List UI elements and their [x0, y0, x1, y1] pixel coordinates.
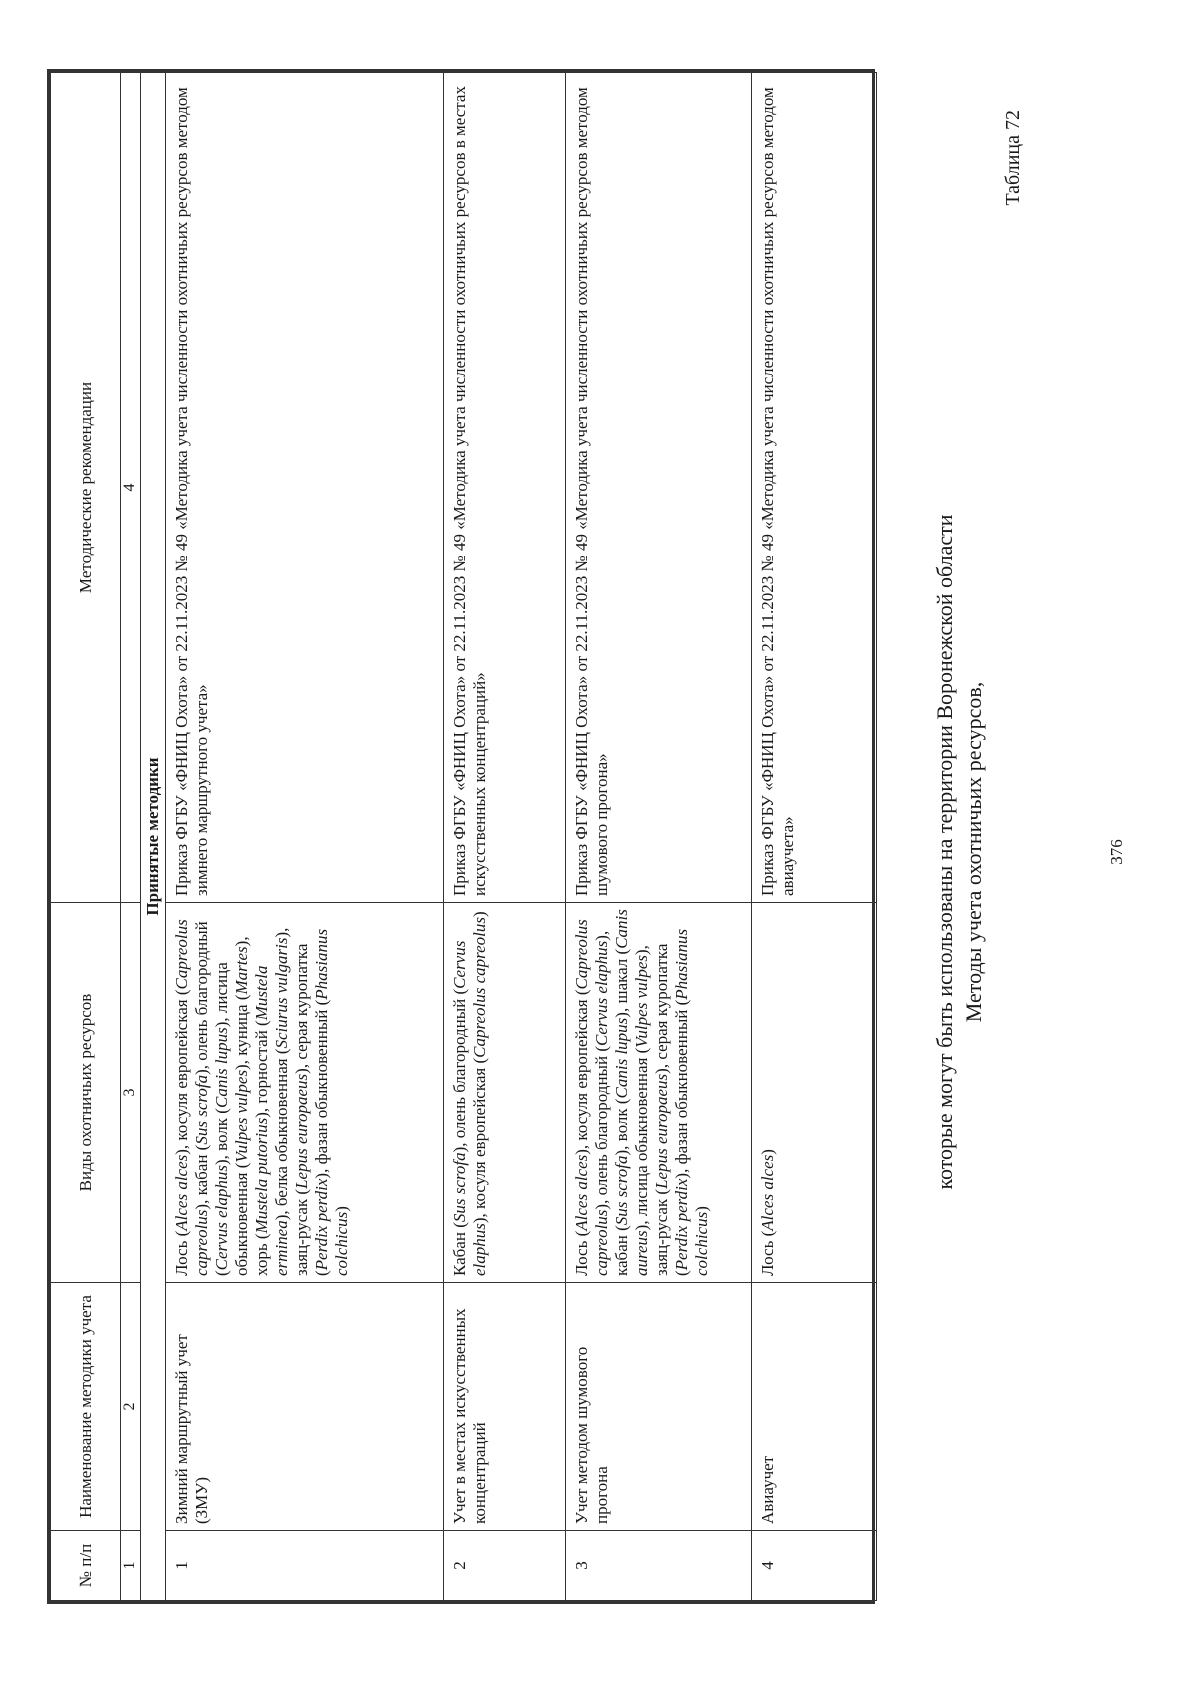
species-text: ), куница (	[232, 994, 251, 1070]
latin-name: Alces alces	[172, 1154, 191, 1231]
method-name: Учет в местах искусственных концентраций	[444, 1283, 566, 1531]
column-number-2: 2	[121, 1283, 141, 1531]
species-text: ), заяц-русак (	[632, 945, 671, 1276]
header-method: Наименование методики учета	[51, 1283, 121, 1531]
latin-name: Phasianus colchicus	[672, 928, 711, 1276]
header-num: № п/п	[51, 1531, 121, 1601]
latin-name: Canis aureus	[612, 909, 651, 1276]
species-text: ), фазан обыкновенный (	[312, 999, 331, 1179]
species-text: ), косуля европейская (	[172, 989, 191, 1155]
species-text: ), лисица обыкновенная (	[212, 962, 251, 1276]
column-number-3: 3	[121, 903, 141, 1283]
species-text: ), хорь (	[232, 936, 271, 1276]
header-row	[51, 73, 121, 1601]
method-recommendation: Приказ ФГБУ «ФНИЦ Охота» от 22.11.2023 № 49 «Методика учета численности охотничьих ресурсов методом шумового прогона»	[566, 73, 752, 903]
species-text: ), серая куропатка (	[652, 943, 691, 1276]
species-text: Лось (	[172, 1230, 191, 1276]
table-label: Таблица 72	[1002, 110, 1024, 206]
latin-name: Mustela putorius	[252, 1117, 271, 1234]
latin-name: Lepus europaeus	[652, 1073, 671, 1189]
latin-name: Mustela erminea	[252, 965, 291, 1276]
species-text: ), фазан обыкновенный (	[672, 999, 691, 1179]
page-number: 376	[1107, 839, 1126, 865]
table-row	[752, 73, 877, 1601]
method-recommendation: Приказ ФГБУ «ФНИЦ Охота» от 22.11.2023 № 49 «Методика учета численности охотничьих ресурсов в местах искусственных концентраций»	[444, 73, 566, 903]
methods-table	[50, 72, 877, 1601]
species-text: Лось (	[572, 1230, 591, 1276]
latin-name: Vulpes vulpes	[232, 1069, 251, 1163]
species-text: ), лисица обыкновенная (	[632, 1047, 651, 1231]
table-body	[166, 73, 877, 1601]
latin-name: Martes	[232, 946, 251, 995]
latin-name: Cervus elaphus	[212, 1165, 231, 1271]
latin-name: Sus scrofa	[192, 1074, 211, 1145]
species-text: ), горностай (	[252, 1020, 271, 1118]
species-text: )	[692, 1206, 711, 1212]
method-name: Авиаучет	[752, 1283, 877, 1531]
method-name: Учет методом шумового прогона	[566, 1283, 752, 1531]
species-text: ), косуля европейская (	[470, 1057, 489, 1224]
latin-name: Perdix perdix	[312, 1178, 331, 1271]
table-title-line-1: Методы учета охотничьих ресурсов,	[961, 681, 986, 1023]
species-list	[752, 903, 877, 1283]
latin-name: Alces alces	[572, 1154, 591, 1231]
species-text: ), олень благородный (	[592, 1046, 611, 1210]
latin-name: Sus scrofa	[450, 1152, 469, 1223]
species-list	[166, 903, 444, 1283]
row-number: 2	[444, 1531, 566, 1601]
latin-name: Sciurus vulgaris	[272, 937, 291, 1049]
column-number-4: 4	[121, 73, 141, 903]
latin-name: Phasianus colchicus	[312, 928, 351, 1276]
section-row	[141, 73, 166, 1601]
species-text: ), кабан (	[592, 930, 631, 1276]
species-text: ), кабан (	[192, 1144, 211, 1210]
latin-name: Alces alces	[758, 1154, 777, 1231]
table-row	[166, 73, 444, 1601]
species-text: ), волк (	[612, 1098, 631, 1156]
method-name: Зимний маршрутный учет (ЗМУ)	[166, 1283, 444, 1531]
species-list	[444, 903, 566, 1283]
section-title: Принятые методики	[141, 73, 166, 1601]
header-recommendations: Методические рекомендации	[51, 73, 121, 903]
table-row	[566, 73, 752, 1601]
column-number-1: 1	[121, 1531, 141, 1601]
species-text: Кабан (	[450, 1222, 469, 1276]
species-text: ), волк (	[212, 1108, 231, 1166]
latin-name: Sus scrofa	[612, 1155, 631, 1226]
species-text: Лось (	[758, 1230, 777, 1276]
latin-name: Canis lupus	[212, 1027, 231, 1109]
species-text: )	[470, 911, 489, 917]
methods-table-frame	[47, 69, 875, 1604]
column-number-row	[121, 73, 141, 1601]
row-number: 3	[566, 1531, 752, 1601]
latin-name: Canis lupus	[612, 1017, 631, 1099]
latin-name: Lepus europaeus	[292, 1073, 311, 1189]
species-text: ), косуля европейская (	[572, 989, 591, 1155]
species-list	[566, 903, 752, 1283]
method-recommendation: Приказ ФГБУ «ФНИЦ Охота» от 22.11.2023 № 49 «Методика учета численности охотничьих ресурсов методом зимнего маршрутного учета»	[166, 73, 444, 903]
species-text: ), белка обыкновенная (	[272, 1048, 291, 1221]
latin-name: Vulpes vulpes	[632, 955, 651, 1048]
species-text: )	[758, 1149, 777, 1155]
latin-name: Perdix perdix	[672, 1178, 691, 1271]
latin-name: Cervus elaphus	[450, 940, 489, 1276]
header-species: Виды охотничьих ресурсов	[51, 903, 121, 1283]
table-row	[444, 73, 566, 1601]
species-text: ), олень благородный (	[450, 988, 469, 1153]
species-text: ), серая куропатка (	[292, 943, 331, 1276]
latin-name: Capreolus capreolus	[172, 919, 211, 1276]
row-number: 1	[166, 1531, 444, 1601]
species-text: ), шакал (	[612, 948, 631, 1018]
row-number: 4	[752, 1531, 877, 1601]
table-title-line-2: которые могут быть использованы на территории Воронежской области	[932, 514, 957, 1190]
species-text: )	[332, 1206, 351, 1212]
latin-name: Capreolus capreolus	[572, 919, 611, 1276]
method-recommendation: Приказ ФГБУ «ФНИЦ Охота» от 22.11.2023 № 49 «Методика учета численности охотничьих ресурсов методом авиаучета»	[752, 73, 877, 903]
species-text: ), заяц-русак (	[272, 927, 311, 1276]
species-text: ), олень благородный (	[192, 921, 231, 1276]
latin-name: Cervus elaphus	[592, 940, 611, 1047]
latin-name: Capreolus capreolus	[470, 916, 489, 1058]
